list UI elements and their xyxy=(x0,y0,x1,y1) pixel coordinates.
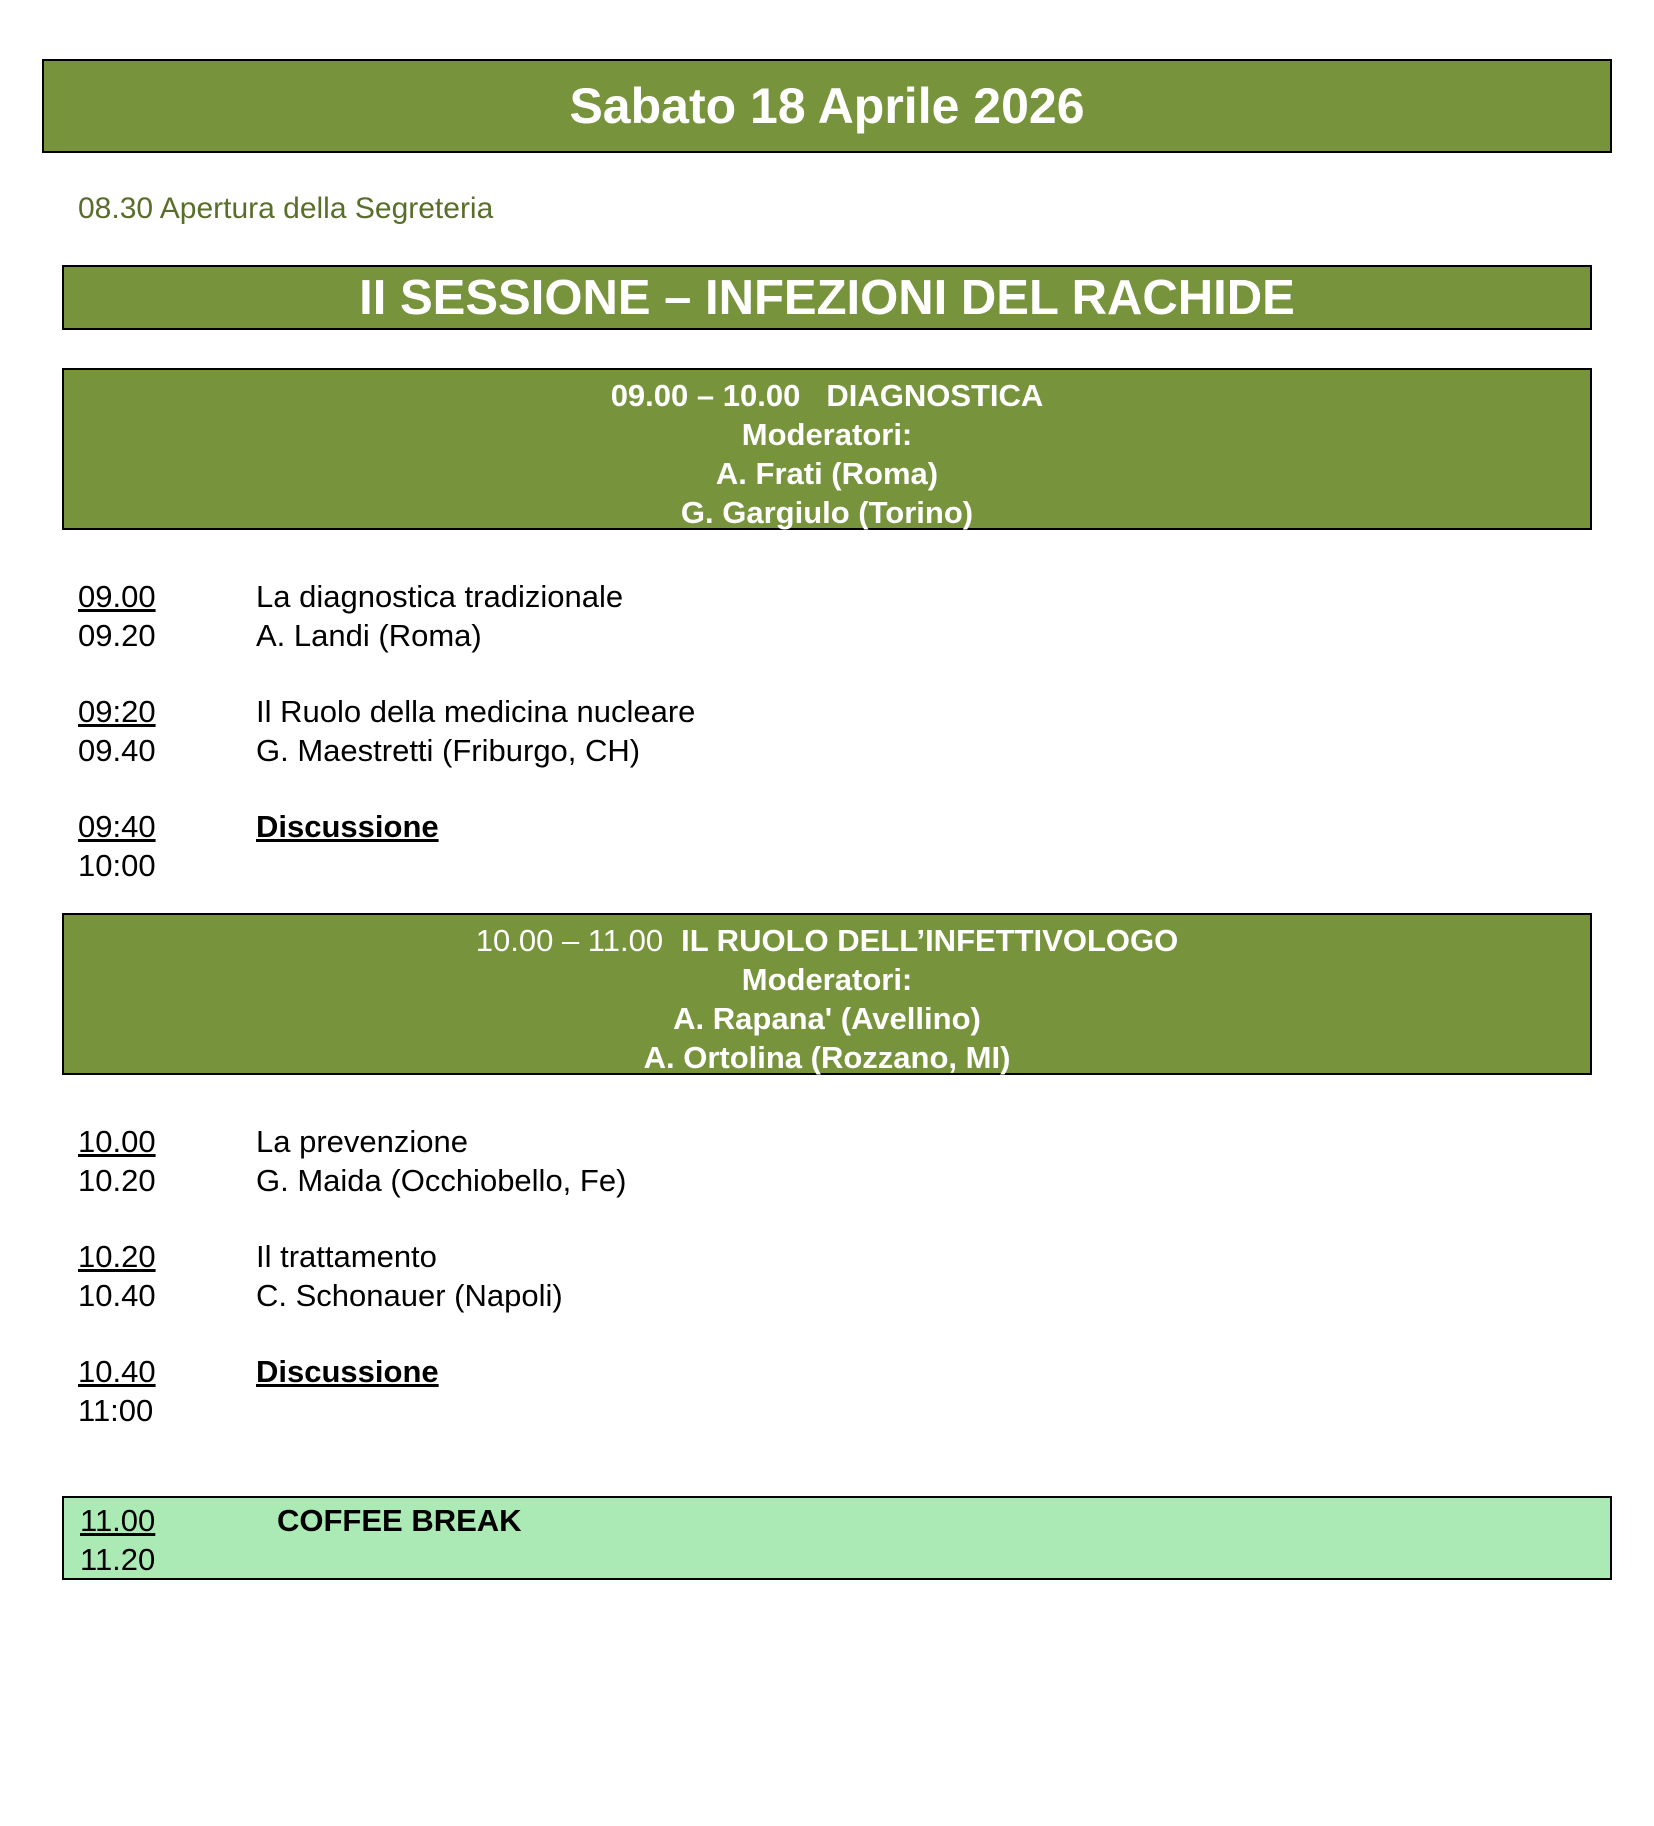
moderator: G. Gargiulo (Torino) xyxy=(680,495,974,530)
coffee-break xyxy=(62,1496,1612,1580)
moderators-label: Moderatori: xyxy=(741,417,913,452)
block-title: DIAGNOSTICA xyxy=(826,378,1044,413)
talk-end-time: 09.20 xyxy=(78,618,156,653)
opening-line: 08.30 Apertura della Segreteria xyxy=(78,192,494,225)
talk-speaker: G. Maida (Occhiobello, Fe) xyxy=(256,1163,627,1198)
talk-title: La diagnostica tradizionale xyxy=(256,579,624,614)
coffee-break-label: COFFEE BREAK xyxy=(277,1503,522,1538)
coffee-start-time: 11.00 xyxy=(80,1503,156,1538)
talk-speaker: C. Schonauer (Napoli) xyxy=(256,1278,563,1313)
block-time-title xyxy=(64,921,1590,960)
discussion-label: Discussione xyxy=(256,809,439,844)
block-title: IL RUOLO DELL’INFETTIVOLOGO xyxy=(681,923,1179,958)
talk-start-time: 10.00 xyxy=(78,1124,156,1159)
coffee-end-time: 11.20 xyxy=(80,1542,156,1577)
talk-end-time: 10.40 xyxy=(78,1278,156,1313)
talk-title: La prevenzione xyxy=(256,1124,468,1159)
block-header-infettivologo xyxy=(62,913,1592,1075)
moderator: A. Ortolina (Rozzano, MI) xyxy=(643,1040,1011,1075)
talk-start-time: 09.00 xyxy=(78,579,156,614)
talk-end-time: 11:00 xyxy=(78,1393,154,1428)
talk-start-time: 09:40 xyxy=(78,809,156,844)
talk-start-time: 10.20 xyxy=(78,1239,156,1274)
session-title: II SESSIONE – INFEZIONI DEL RACHIDE xyxy=(62,265,1592,330)
talk-end-time: 10:00 xyxy=(78,848,156,883)
talk-title: Il trattamento xyxy=(256,1239,437,1274)
talk-start-time: 09:20 xyxy=(78,694,156,729)
talk-speaker: A. Landi (Roma) xyxy=(256,618,482,653)
talk-start-time: 10.40 xyxy=(78,1354,156,1389)
block-time: 09.00 – 10.00 xyxy=(610,378,801,413)
block-time: 10.00 – 11.00 xyxy=(475,923,664,958)
talk-title: Il Ruolo della medicina nucleare xyxy=(256,694,696,729)
block-header-diagnostica xyxy=(62,368,1592,530)
moderator: A. Rapana' (Avellino) xyxy=(673,1001,981,1036)
talk-speaker: G. Maestretti (Friburgo, CH) xyxy=(256,733,641,768)
block-time-title xyxy=(64,376,1590,415)
day-title: Sabato 18 Aprile 2026 xyxy=(42,59,1612,153)
moderators-label: Moderatori: xyxy=(741,962,913,997)
discussion-label: Discussione xyxy=(256,1354,439,1389)
moderator: A. Frati (Roma) xyxy=(715,456,939,491)
talk-end-time: 10.20 xyxy=(78,1163,156,1198)
talk-end-time: 09.40 xyxy=(78,733,156,768)
